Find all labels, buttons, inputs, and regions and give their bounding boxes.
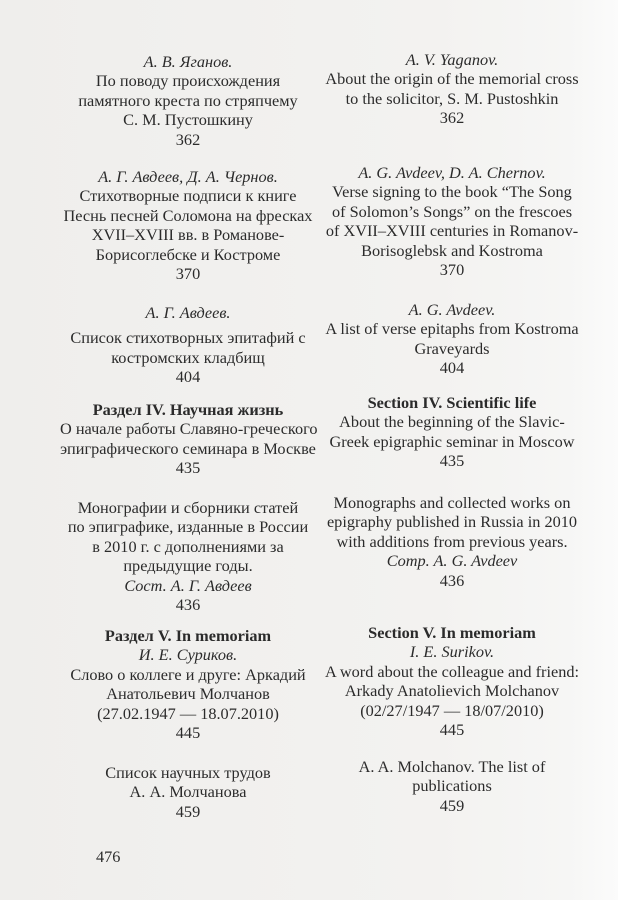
toc-entry bbox=[60, 498, 316, 614]
toc-entry bbox=[60, 52, 316, 149]
entry-title-line: Arkady Anatolievich Molchanov bbox=[344, 681, 560, 701]
entry-title-line: (27.02.1947 — 18.07.2010) bbox=[97, 703, 279, 723]
entry-title-line: Борисоглебске и Костроме bbox=[95, 244, 281, 264]
page-number: 476 bbox=[96, 847, 121, 866]
entry-title-line: Список научных трудов bbox=[105, 763, 271, 782]
toc-entry bbox=[322, 623, 582, 739]
entry-page-number: 459 bbox=[439, 795, 465, 815]
entry-author: А. В. Яганов. bbox=[143, 52, 233, 71]
entry-title-line: (02/27/1947 — 18/07/2010) bbox=[360, 700, 544, 720]
entry-title-line: About the beginning of the Slavic- bbox=[339, 412, 565, 432]
entry-page-number: 370 bbox=[439, 260, 465, 280]
toc-entry bbox=[322, 163, 582, 279]
entry-title-line: A word about the colleague and friend: bbox=[324, 661, 580, 681]
entry-title-line: with additions from previous years. bbox=[336, 531, 568, 551]
entry-title-line: По поводу происхождения bbox=[95, 71, 281, 91]
section-heading: Section V. In memoriam bbox=[368, 623, 536, 642]
entry-title-line: О начале работы Славяно-греческого bbox=[60, 419, 318, 439]
toc-entry bbox=[322, 493, 582, 590]
entry-author: I. E. Surikov. bbox=[409, 642, 495, 662]
entry-page-number: 435 bbox=[175, 458, 201, 478]
entry-page-number: 445 bbox=[175, 723, 201, 743]
entry-title-line: Песнь песней Соломона на фресках bbox=[63, 205, 313, 225]
entry-page-number: 404 bbox=[439, 358, 465, 378]
entry-title-line: of XVII–XVIII centuries in Romanov- bbox=[325, 221, 579, 241]
entry-title-line: to the solicitor, S. M. Pustoshkin bbox=[345, 88, 559, 108]
entry-title-line: Слово о коллеге и друге: Аркадий bbox=[70, 664, 306, 684]
entry-page-number: 362 bbox=[175, 129, 201, 149]
entry-title-line: Анатольевич Молчанов bbox=[106, 684, 270, 704]
entry-page-number: 445 bbox=[439, 720, 465, 740]
entry-title-line: publications bbox=[412, 776, 492, 796]
entry-title-line: памятного креста по стряпчему bbox=[78, 90, 298, 110]
entry-title-line: Borisoglebsk and Kostroma bbox=[361, 240, 543, 260]
toc-entry bbox=[60, 626, 316, 742]
entry-title-line: Graveyards bbox=[414, 338, 490, 358]
entry-title-line: Monographs and collected works on bbox=[333, 493, 571, 512]
toc-entry bbox=[322, 393, 582, 471]
english-contents-column bbox=[322, 0, 582, 900]
entry-page-number: 436 bbox=[175, 595, 201, 615]
entry-title-line: костромских кладбищ bbox=[111, 347, 265, 367]
entry-title-line: Verse signing to the book “The Song bbox=[332, 182, 572, 202]
entry-page-number: 362 bbox=[439, 108, 465, 128]
entry-title-line: About the origin of the memorial cross bbox=[325, 69, 579, 89]
russian-contents-column bbox=[60, 0, 316, 900]
entry-title-line: А. А. Молчанова bbox=[129, 782, 247, 802]
entry-title-line: XVII–XVIII вв. в Романове- bbox=[91, 225, 285, 245]
entry-page-number: 459 bbox=[175, 801, 201, 821]
entry-title-line: по эпиграфике, изданные в России bbox=[67, 517, 309, 537]
entry-page-number: 370 bbox=[175, 264, 201, 284]
entry-author: А. Г. Авдеев. bbox=[145, 303, 231, 322]
entry-title-line: Список стихотворных эпитафий с bbox=[70, 328, 306, 348]
entry-author: А. Г. Авдеев, Д. А. Чернов. bbox=[98, 167, 278, 186]
entry-title-line: of Solomon’s Songs” on the frescoes bbox=[331, 201, 573, 221]
entry-author: Comp. A. G. Avdeev bbox=[386, 551, 518, 571]
entry-title-line: Greek epigraphic seminar in Moscow bbox=[329, 431, 575, 451]
toc-entry bbox=[322, 300, 582, 378]
toc-entry bbox=[60, 303, 316, 387]
entry-title-line: epigraphy published in Russia in 2010 bbox=[326, 512, 578, 532]
section-heading: Раздел V. In memoriam bbox=[104, 626, 272, 645]
entry-title-line: A. A. Molchanov. The list of bbox=[358, 757, 546, 776]
entry-title-line: Монографии и сборники статей bbox=[77, 498, 299, 517]
entry-title-line: Стихотворные подписи к книге bbox=[79, 186, 297, 206]
toc-entry bbox=[60, 167, 316, 283]
entry-author: A. G. Avdeev, D. A. Chernov. bbox=[358, 163, 546, 182]
entry-title-line: в 2010 г. с дополнениями за bbox=[92, 536, 284, 556]
toc-entry bbox=[322, 50, 582, 128]
toc-entry bbox=[60, 400, 316, 478]
entry-title-line: предыдущие годы. bbox=[123, 556, 253, 576]
section-heading: Section IV. Scientific life bbox=[367, 393, 537, 412]
entry-title-line: эпиграфического семинара в Москве bbox=[60, 438, 316, 458]
entry-title-line: A list of verse epitaphs from Kostroma bbox=[325, 319, 579, 339]
entry-author: Сост. А. Г. Авдеев bbox=[124, 575, 252, 595]
entry-author: И. Е. Суриков. bbox=[138, 645, 238, 665]
toc-entry bbox=[60, 763, 316, 821]
entry-title-line: С. М. Пустошкину bbox=[123, 110, 253, 130]
entry-author: A. G. Avdeev. bbox=[408, 300, 496, 319]
toc-entry bbox=[322, 757, 582, 815]
section-heading: Раздел IV. Научная жизнь bbox=[92, 400, 284, 419]
entry-page-number: 404 bbox=[175, 367, 201, 387]
entry-page-number: 436 bbox=[439, 570, 465, 590]
entry-page-number: 435 bbox=[439, 451, 465, 471]
entry-author: A. V. Yaganov. bbox=[405, 50, 499, 69]
